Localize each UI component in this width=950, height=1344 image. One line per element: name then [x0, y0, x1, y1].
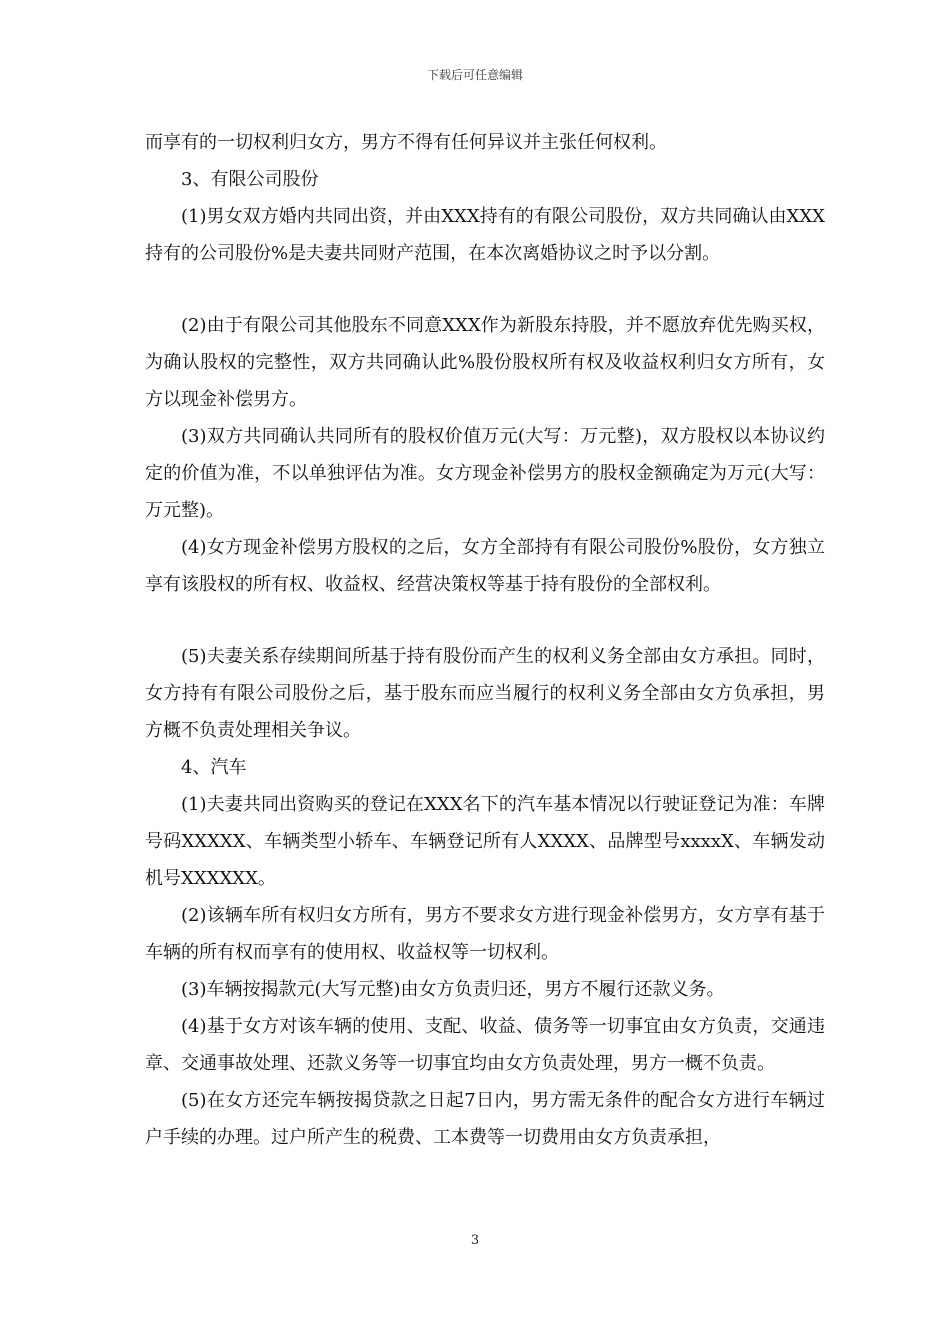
section-heading-shares: 3、有限公司股份 — [181, 169, 319, 190]
page-number: 3 — [470, 1233, 480, 1248]
paragraph-car-1: (1)夫妻共同出资购买的登记在XXX名下的汽车基本情况以行驶证登记为准：车牌号码XXXXX、车辆类型小轿车、车辆登记所有人XXXX、品牌型号xxxxX、车辆发动机号XXXXXX。 — [145, 794, 825, 889]
paragraph-car-3: (3)车辆按揭款元(大写元整)由女方负责归还，男方不履行还款义务。 — [181, 979, 725, 1000]
paragraph-shares-3: (3)双方共同确认共同所有的股权价值万元(大写：万元整)，双方股权以本协议约定的价值为准，不以单独评估为准。女方现金补偿男方的股权金额确定为万元(大写：万元整)。 — [145, 426, 825, 521]
paragraph-continuation: 而享有的一切权利归女方，男方不得有任何异议并主张任何权利。 — [145, 132, 667, 153]
section-heading-car: 4、汽车 — [181, 757, 247, 778]
paragraph-shares-5: (5)夫妻关系存续期间所基于持有股份而产生的权利义务全部由女方承担。同时，女方持有有限公司股份之后，基于股东而应当履行的权利义务全部由女方负承担，男方概不负责处理相关争议。 — [145, 646, 825, 741]
paragraph-car-5: (5)在女方还完车辆按揭贷款之日起7日内，男方需无条件的配合女方进行车辆过户手续的办理。过户所产生的税费、工本费等一切费用由女方负责承担， — [145, 1090, 825, 1148]
paragraph-shares-1: (1)男女双方婚内共同出资，并由XXX持有的有限公司股份，双方共同确认由XXX持有的公司股份%是夫妻共同财产范围，在本次离婚协议之时予以分割。 — [145, 206, 825, 264]
paragraph-shares-2: (2)由于有限公司其他股东不同意XXX作为新股东持股，并不愿放弃优先购买权，为确认股权的完整性，双方共同确认此%股份股权所有权及收益权利归女方所有，女方以现金补偿男方。 — [145, 315, 825, 410]
paragraph-car-4: (4)基于女方对该车辆的使用、支配、收益、债务等一切事宜由女方负责，交通违章、交通事故处理、还款义务等一切事宜均由女方负责处理，男方一概不负责。 — [145, 1016, 825, 1074]
paragraph-shares-4: (4)女方现金补偿男方股权的之后，女方全部持有有限公司股份%股份，女方独立享有该股权的所有权、收益权、经营决策权等基于持有股份的全部权利。 — [145, 537, 825, 595]
page-header: 下载后可任意编辑 — [426, 68, 523, 82]
document-body — [145, 124, 825, 1156]
paragraph-car-2: (2)该辆车所有权归女方所有，男方不要求女方进行现金补偿男方，女方享有基于车辆的所有权而享有的使用权、收益权等一切权利。 — [145, 905, 825, 963]
